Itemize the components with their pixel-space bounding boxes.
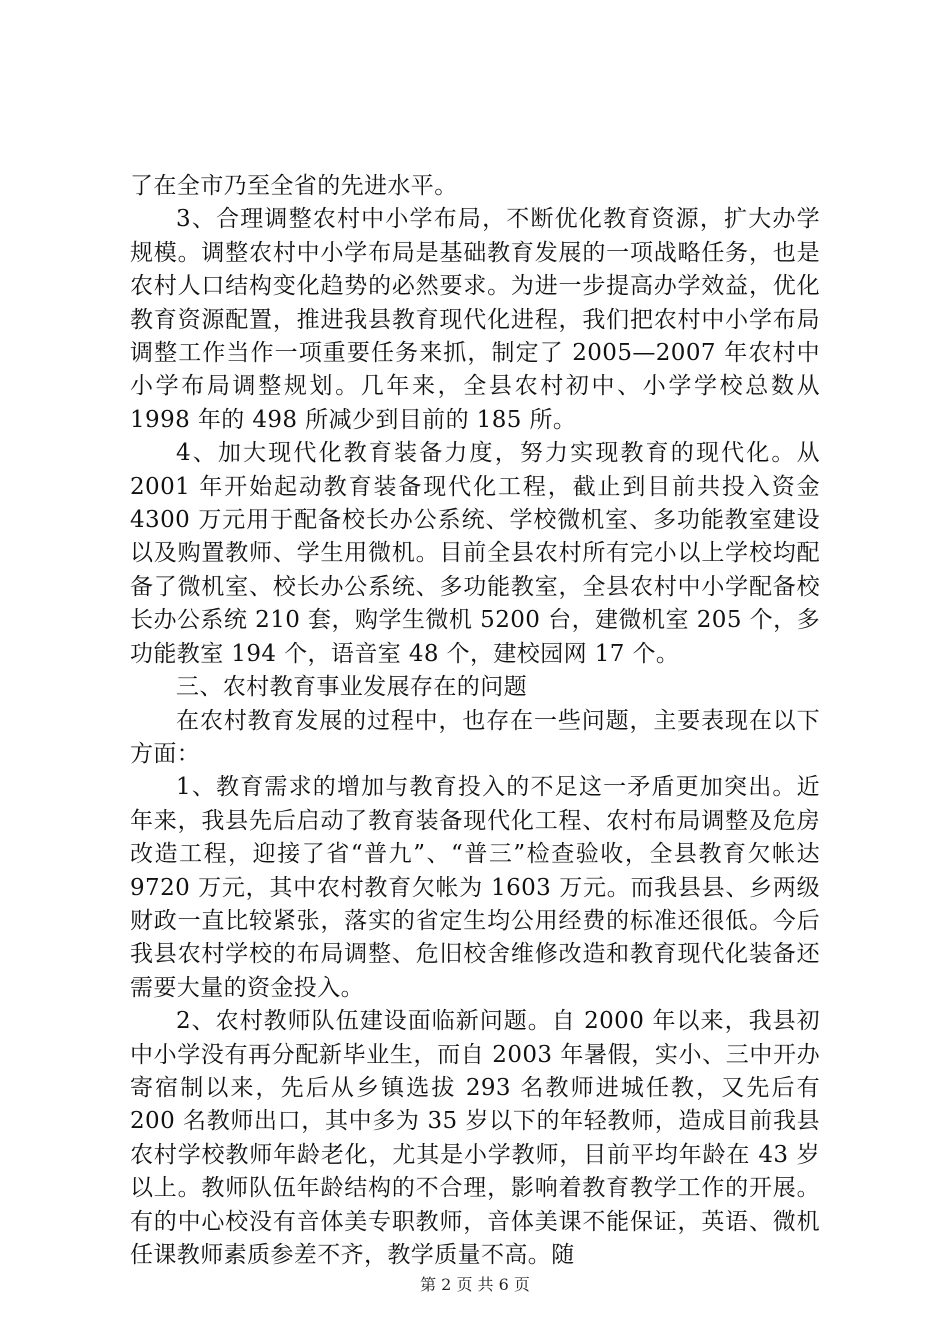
section-heading: 三、农村教育事业发展存在的问题: [176, 674, 527, 701]
paragraph-6: 1、教育需求的增加与教育投入的不足这一矛盾更加突出。近年来，我县先后启动了教育装备现代化工程、农村布局调整及危房改造工程，迎接了省“普九”、“普三”检查验收，全县教育欠帐达 9720 万元，其中农村教育欠帐为 1603 万元。而我县县、乡两级财政一直比较紧张，落实的省定生均公用经费的标准还很低。今后我县农村学校的布局调整、危旧校舍维修改造和教育现代化装备还需要大量的资金投入。: [130, 774, 820, 1001]
paragraph-1: 了在全市乃至全省的先进水平。: [130, 173, 458, 199]
page-footer: 第 2 页 共 6 页: [420, 1275, 530, 1294]
document-body: [130, 170, 820, 1272]
paragraph-7: 2、农村教师队伍建设面临新问题。自 2000 年以来，我县初中小学没有再分配新毕业生，而自 2003 年暑假，实小、三中开办寄宿制以来，先后从乡镇选拔 293 名教师进城任教，又先后有 200 名教师出口，其中多为 35 岁以下的年轻教师，造成目前我县农村学校教师年龄老化，尤其是小学教师，目前平均年龄在 43 岁以上。教师队伍年龄结构的不合理，影响着教育教学工作的开展。有的中心校没有音体美专职教师，音体美课不能保证，英语、微机任课教师素质参差不齐，教学质量不高。随: [130, 1008, 820, 1268]
paragraph-2: 3、合理调整农村中小学布局，不断优化教育资源，扩大办学规模。调整农村中小学布局是基础教育发展的一项战略任务，也是农村人口结构变化趋势的必然要求。为进一步提高办学效益，优化教育资源配置，推进我县教育现代化进程，我们把农村中小学布局调整工作当作一项重要任务来抓，制定了 2005—2007 年农村中小学布局调整规划。几年来，全县农村初中、小学学校总数从 1998 年的 498 所减少到目前的 185 所。: [130, 206, 820, 433]
paragraph-5: 在农村教育发展的过程中，也存在一些问题，主要表现在以下方面：: [130, 707, 820, 767]
paragraph-3: 4、加大现代化教育装备力度，努力实现教育的现代化。从 2001 年开始起动教育装备现代化工程，截止到目前共投入资金 4300 万元用于配备校长办公系统、学校微机室、多功能教室建设以及购置教师、学生用微机。目前全县农村所有完小以上学校均配备了微机室、校长办公系统、多功能教室，全县农村中小学配备校长办公系统 210 套，购学生微机 5200 台，建微机室 205 个，多功能教室 194 个，语音室 48 个，建校园网 17 个。: [130, 440, 820, 667]
